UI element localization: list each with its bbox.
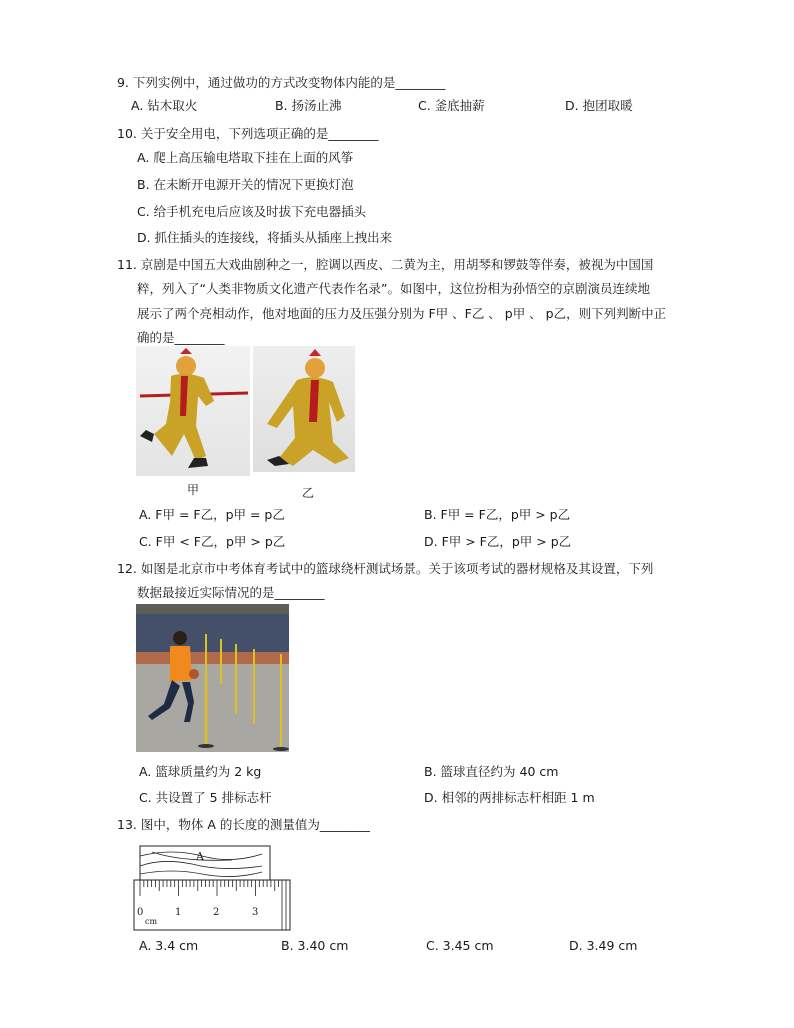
question-10-stem: 10. 关于安全用电，下列选项正确的是________ — [117, 126, 379, 141]
opera-performer-a-figure — [136, 346, 250, 476]
object-a-label: A — [196, 850, 204, 863]
basketball-scene-figure — [136, 604, 289, 752]
q10-option-c[interactable]: C. 给手机充电后应该及时拔下充电器插头 — [137, 204, 367, 219]
q13-option-c[interactable]: C. 3.45 cm — [426, 938, 494, 953]
opera-photo-b — [253, 346, 355, 472]
q13-option-b[interactable]: B. 3.40 cm — [281, 938, 349, 953]
q10-option-b[interactable]: B. 在未断开电源开关的情况下更换灯泡 — [137, 177, 354, 192]
q9-option-a[interactable]: A. 钻木取火 — [131, 98, 198, 113]
photo-b-caption: 乙 — [302, 486, 315, 500]
question-12-line1: 12. 如图是北京市中考体育考试中的篮球绕杆测试场景。关于该项考试的器材规格及其设置，下列 — [117, 561, 654, 576]
ruler-label-0: 0 — [137, 907, 144, 918]
ruler-diagram — [132, 842, 292, 932]
question-13-stem: 13. 图中，物体 A 的长度的测量值为________ — [117, 817, 370, 832]
question-11-line2: 粹，列入了“人类非物质文化遗产代表作名录”。如图中，这位扮相为孙悟空的京剧演员连续地 — [137, 281, 650, 296]
q11-option-b[interactable]: B. F甲 = F乙，p甲 > p乙 — [424, 507, 571, 522]
ruler-label-2: 2 — [213, 907, 220, 918]
ruler-label-1: 1 — [175, 907, 182, 918]
question-11-line1: 11. 京剧是中国五大戏曲剧种之一，腔调以西皮、二黄为主，用胡琴和锣鼓等伴奏，被视为中国国 — [117, 257, 654, 272]
q11-option-a[interactable]: A. F甲 = F乙，p甲 = p乙 — [139, 507, 285, 522]
photo-a-caption: 甲 — [187, 483, 200, 497]
ruler-unit-label: cm — [145, 917, 158, 926]
opera-photo-a — [136, 346, 250, 476]
q9-option-c[interactable]: C. 釜底抽薪 — [418, 98, 485, 113]
q9-option-d[interactable]: D. 抱团取暖 — [565, 98, 633, 113]
ruler-label-3: 3 — [252, 907, 259, 918]
q11-option-d[interactable]: D. F甲 > F乙，p甲 > p乙 — [424, 534, 572, 549]
q12-option-c[interactable]: C. 共设置了 5 排标志杆 — [139, 790, 272, 805]
question-11-line4: 确的是________ — [137, 330, 225, 345]
q13-option-a[interactable]: A. 3.4 cm — [139, 938, 199, 953]
question-12-line2: 数据最接近实际情况的是________ — [137, 585, 325, 600]
question-9-stem: 9. 下列实例中，通过做功的方式改变物体内能的是________ — [117, 75, 446, 90]
q13-option-d[interactable]: D. 3.49 cm — [569, 938, 638, 953]
q10-option-d[interactable]: D. 抓住插头的连接线，将插头从插座上拽出来 — [137, 230, 393, 245]
q11-option-c[interactable]: C. F甲 < F乙，p甲 > p乙 — [139, 534, 286, 549]
opera-performer-b-figure — [253, 346, 355, 472]
q12-option-a[interactable]: A. 篮球质量约为 2 kg — [139, 764, 262, 779]
q12-option-d[interactable]: D. 相邻的两排标志杆相距 1 m — [424, 790, 595, 805]
basketball-test-photo — [136, 604, 289, 752]
question-11-line3: 展示了两个亮相动作，他对地面的压力及压强分别为 F甲 、F乙 、 p甲 、 p乙，则下列判断中正 — [137, 306, 667, 321]
q12-option-b[interactable]: B. 篮球直径约为 40 cm — [424, 764, 559, 779]
q9-option-b[interactable]: B. 扬汤止沸 — [275, 98, 342, 113]
q10-option-a[interactable]: A. 爬上高压输电塔取下挂在上面的风筝 — [137, 150, 354, 165]
